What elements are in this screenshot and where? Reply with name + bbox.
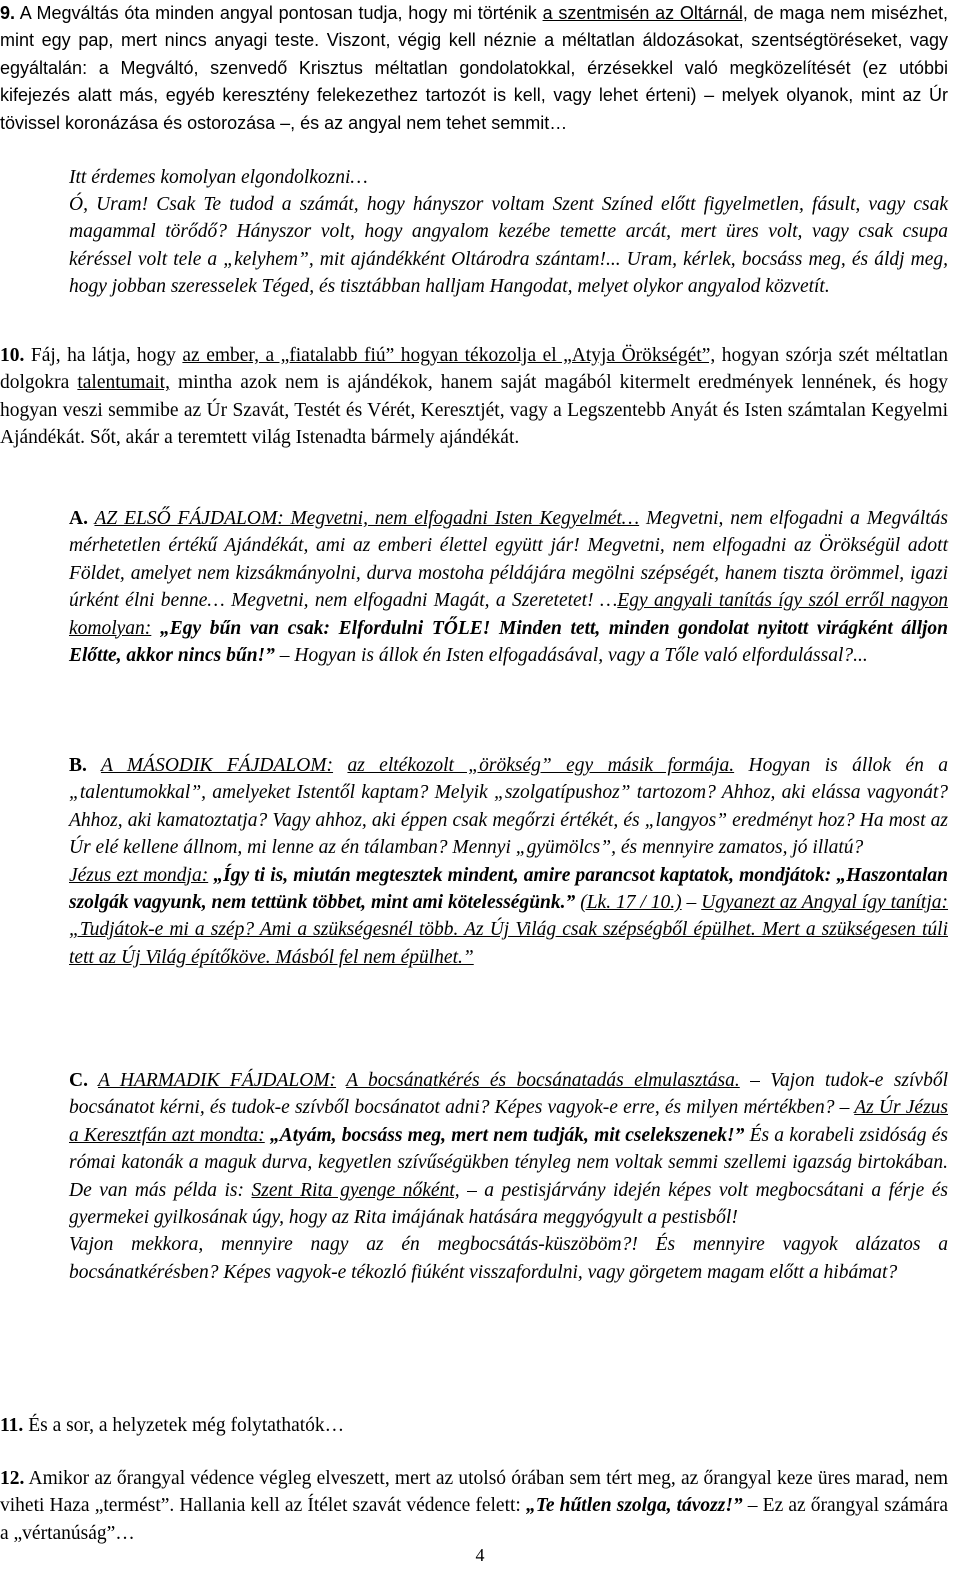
section-c: C. A HARMADIK FÁJDALOM: A bocsánatkérés és bocsánatadás elmulasztása. – Vajon tudok-e szívből bocsánatot kérni, és tudok-e szívből bocsánatot adni? Képes vagyok-e erre, és milyen mértékben? – Az Úr Jézus a Keresztfán azt mondta: „Atyám, bocsáss meg, mert nem tudják, mit cselekszenek!” És a korabeli zsidóság és római katonák a maguk durva, kegyetlen szívűségükben tényleg nem voltak semmi szellemi igazság birtokában. De van más példa is: Szent Rita gyenge nőként, – a pestisjárvány idején képes volt megbocsátani a férje és gyermekei gyilkosának úgy, hogy az Rita imájának hatására meggyógyult a pestisből! Vajon mekkora, mennyire nagy az én megbocsátás-küszöböm?! És mennyire vagyok alázatos a bocsánatkérésben? Képes vagyok-e tékozló fiúként visszafordulni, vagy görgetem magam előtt a hibámat? (69, 1070, 949, 1283)
section-a: A. AZ ELSŐ FÁJDALOM: Megvetni, nem elfogadni Isten Kegyelmét… Megvetni, nem elfogadni a Megváltás mérhetetlen értékű Ajándékát, ami az emberi élettel együtt jár! Megvetni, nem elfogadni az Örökségül adott Földet, amelyet nem kizsákmányolni, durva mostoha példájára megölni szépségét, hanem tiszta örömmel, igazi úrként élni benne… Megvetni, nem elfogadni Magát, a Szeretetet! …Egy angyali tanítás így szól erről nagyon komolyan: „Egy bűn van csak: Elfordulni TŐLE! Minden tett, minden gondolat nyitott virágként álljon Előtte, akkor nincs bűn!” – Hogyan is állok én Isten elfogadásával, vagy a Tőle való elfordulással?... (69, 508, 948, 667)
reflection-prayer: Ó, Uram! Csak Te tudod a számát, hogy hányszor voltam Szent Színed előtt figyelmetlen, fásult, vagy csak magammal törődő? Hányszor volt, hogy angyalom kezébe temette arcát, mert üres volt, vagy csak csupa kéréssel volt tele a „kelyhem”, mit ajándékként Oltárodra szántam!... Uram, kérlek, bocsáss meg, és áldj meg, hogy jobban szeresselek Téged, és tisztábban halljam Hangodat, melyet olykor angyalod közvetít. (69, 194, 948, 298)
page-number: 4 (475, 1545, 485, 1565)
paragraph-10: 10. Fáj, ha látja, hogy az ember, a „fiatalabb fiú” hogyan tékozolja el „Atyja Örökségét”, hogyan szórja szét méltatlan dolgokra talentumait, mintha azok nem is ajándékok, hanem saját magából kitermelt eredmények lennének, és hogy hogyan veszi semmibe az Úr Szavát, Testét és Vérét, Keresztjét, vagy a Legszentebb Anyát és Isten számtalan Kegyelmi Ajándékát. Sőt, akár a teremtett világ Istenadta bármely ajándékát. (0, 345, 949, 449)
paragraph-9: 9. A Megváltás óta minden angyal pontosan tudja, hogy mi történik a szentmisén az Oltárnál, de maga nem misézhet, mint egy pap, mert nincs anyagi teste. Viszont, végig kell néznie a méltatlan áldozásokat, szentségtöréseket, vagy egyáltalán: a Megváltó, szenvedő Krisztus méltatlan gondolatokkal, érzésekkel való megközelítését (ez utóbbi kifejezés alatt más, egyéb keresztény felekezethez tartozót is kell, vagy lehet érteni) – melyek olyanok, mint az Úr tövissel koronázása és ostorozása –, és az angyal nem tehet semmit… (0, 3, 948, 133)
paragraph-number: 9. (0, 3, 16, 23)
section-b: B. A MÁSODIK FÁJDALOM: az eltékozolt „örökség” egy másik formája. Hogyan is állok én a „talentumokkal”, amelyeket Istentől kaptam? Melyik „szolgatípushoz” tartozom? Ahhoz, aki elássa vagyonát? Ahhoz, aki kamatoztatja? Vagy ahhoz, aki éppen csak megőrzi értékét, és „langyos” eredményt hoz? Ha most az Úr elé kellene állnom, mi lenne az én tálamban? Mennyi „gyümölcs”, és mennyire zamatos, jó illatú? Jézus ezt mondja: „Így ti is, miután megtesztek mindent, amire parancsot kaptatok, mondjátok: „Haszontalan szolgák vagyunk, nem tettünk többet, mint ami kötelességünk.” (Lk. 17 / 10.) – Ugyanezt az Angyal így tanítja: „Tudjátok-e mi a szép? Ami a szükségesnél több. Az Új Világ csak szépségből épülhet. Mert a szükségesen túli tett az Új Világ építőköve. Másból fel nem épülhet.” (69, 755, 949, 968)
paragraph-12: 12. Amikor az őrangyal védence végleg elveszett, mert az utolsó órában sem tért meg, az őrangyal keze üres marad, nem viheti Haza „termést”. Hallania kell az Ítélet szavát védence felett: „Te hűtlen szolga, távozz!” – Ez az őrangyal számára a „vértanúság”… (0, 1468, 948, 1544)
paragraph-11: 11. És a sor, a helyzetek még folytathatók… (0, 1415, 345, 1436)
reflection-heading: Itt érdemes komolyan elgondolkozni… (69, 167, 368, 188)
